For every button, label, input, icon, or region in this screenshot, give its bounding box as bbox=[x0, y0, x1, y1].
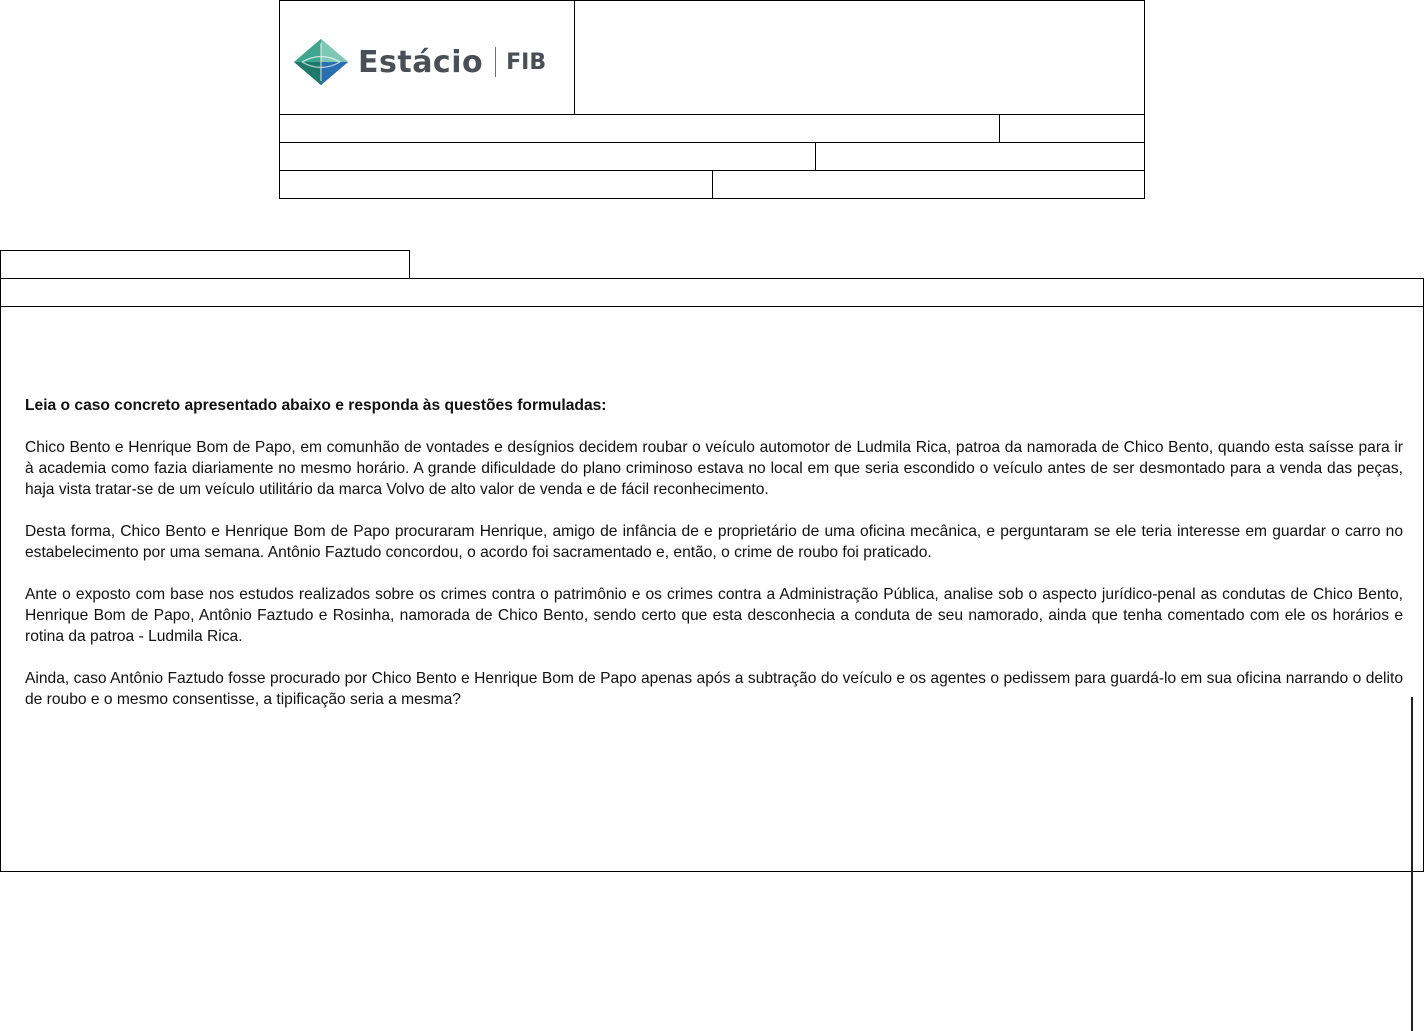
header-field-discipline bbox=[279, 142, 816, 171]
header-field-registration bbox=[712, 170, 1145, 199]
header-field-course bbox=[279, 114, 1000, 143]
question-heading: Leia o caso concreto apresentado abaixo e responda às questões formuladas: bbox=[25, 397, 607, 414]
header-field-professor bbox=[815, 142, 1145, 171]
scan-edge-line bbox=[1411, 697, 1413, 1031]
case-paragraph-4: Ainda, caso Antônio Faztudo fosse procurado por Chico Bento e Henrique Bom de Papo apenas após a subtração do veículo e os agentes o pedissem para guardá-lo em sua oficina narrando o delito de roubo e o mesmo consentisse, a tipificação seria a mesma? bbox=[25, 670, 1403, 708]
header-field-student bbox=[279, 170, 713, 199]
logo-separator bbox=[495, 47, 496, 77]
question-title-bar bbox=[0, 278, 1424, 307]
question-number-cell bbox=[0, 250, 410, 279]
header-logo-cell bbox=[279, 0, 575, 115]
diamond-globe-icon bbox=[292, 37, 350, 87]
case-paragraph-3: Ante o exposto com base nos estudos realizados sobre os crimes contra o patrimônio e os crimes contra a Administração Pública, analise sob o aspecto jurídico-penal as condutas de Chico Bento, Henrique Bom de Papo, Antônio Faztudo e Rosinha, namorada de Chico Bento, sendo certo que esta desconhecia a conduta de seu namorado, ainda que tenha comentado com ele os horários e rotina da patroa - Ludmila Rica. bbox=[25, 586, 1403, 645]
header-title-cell bbox=[574, 0, 1145, 115]
question-body bbox=[0, 306, 1424, 872]
logo-brand: Estácio bbox=[358, 44, 484, 80]
case-paragraph-1: Chico Bento e Henrique Bom de Papo, em comunhão de vontades e desígnios decidem roubar o veículo automotor de Ludmila Rica, patroa da namorada de Chico Bento, quando esta saísse para ir à academia como fazia diariamente no mesmo horário. A grande dificuldade do plano criminoso estava no local em que seria escondido o veículo antes de ser desmontado para a venda das peças, haja vista tratar-se de um veículo utilitário da marca Volvo de alto valor de venda e de fácil reconhecimento. bbox=[25, 439, 1403, 498]
estacio-fib-logo bbox=[292, 37, 546, 87]
logo-unit: FIB bbox=[506, 49, 547, 75]
question-content bbox=[25, 395, 1403, 731]
case-paragraph-2: Desta forma, Chico Bento e Henrique Bom de Papo procuraram Henrique, amigo de infância de e proprietário de uma oficina mecânica, e perguntaram se ele teria interesse em guardar o carro no estabelecimento por uma semana. Antônio Faztudo concordou, o acordo foi sacramentado e, então, o crime de roubo foi praticado. bbox=[25, 523, 1403, 561]
header-field-period bbox=[999, 114, 1145, 143]
